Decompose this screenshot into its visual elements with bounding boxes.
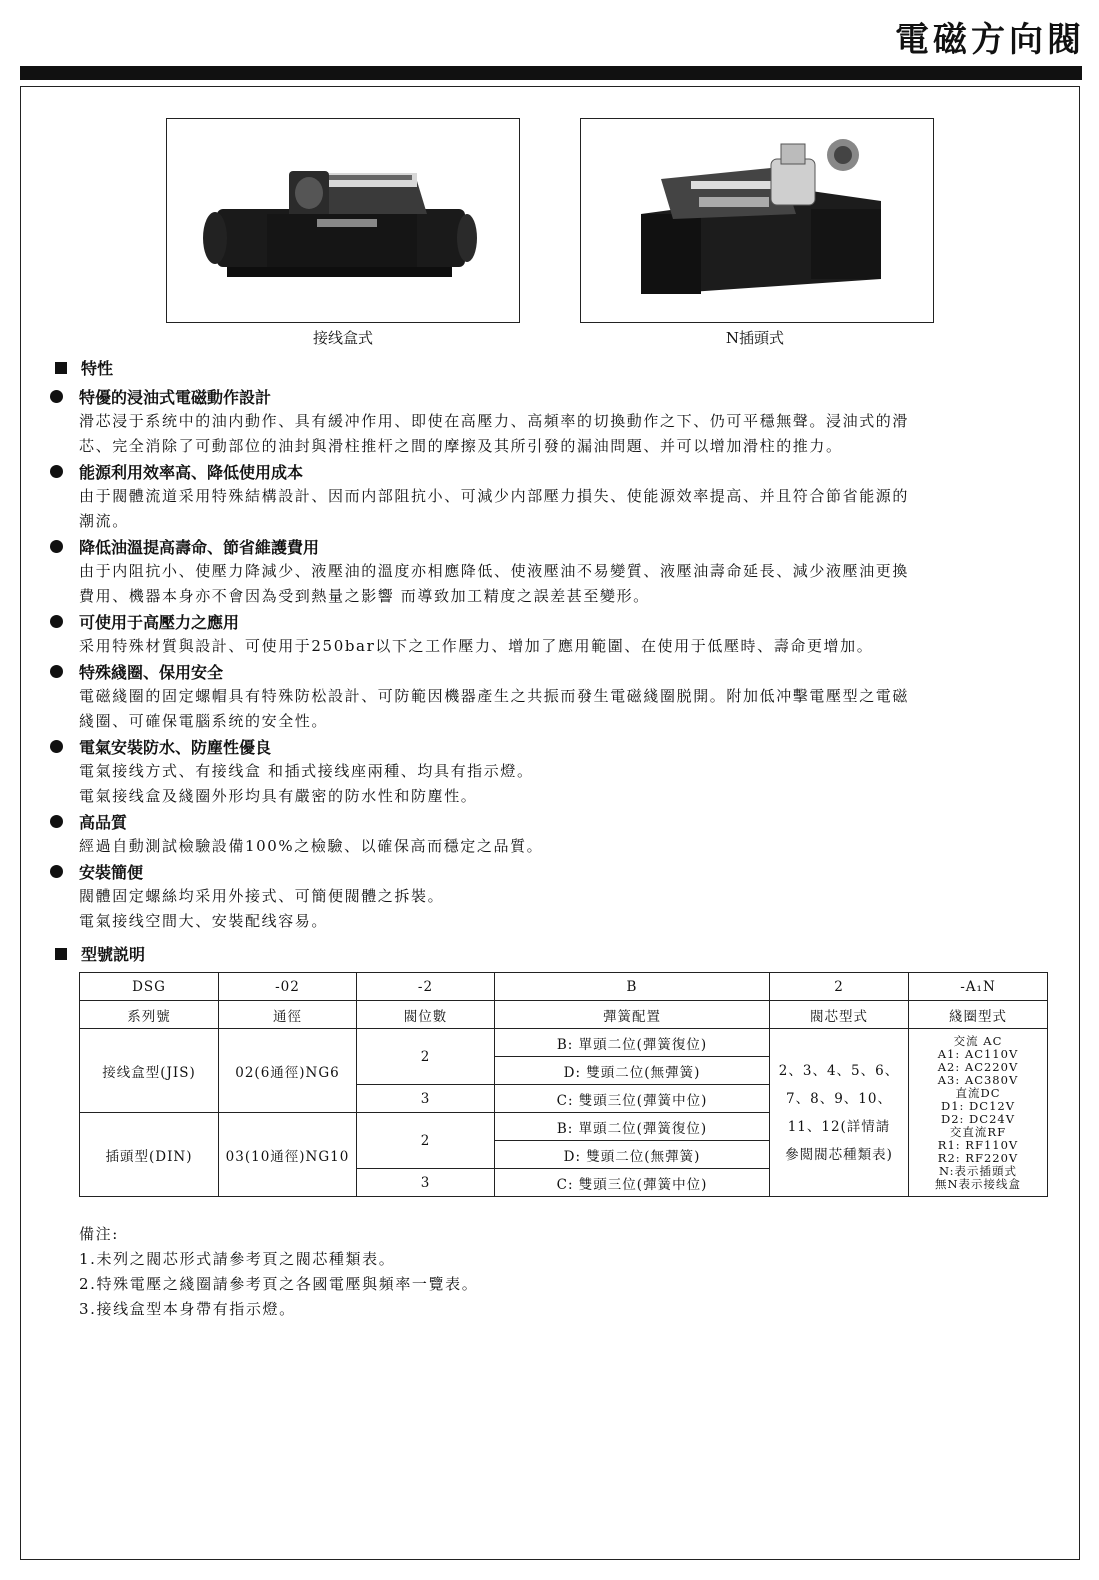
code-cell: -2 bbox=[357, 973, 495, 1001]
feature-text: 綫圈、可確保電腦系统的安全性。 bbox=[79, 712, 329, 730]
feature-item bbox=[48, 659, 1048, 734]
feature-item bbox=[48, 859, 1048, 934]
position-cell: 3 bbox=[357, 1085, 495, 1113]
spool-cell: 2、3、4、5、6、 7、8、9、10、 11、12(詳情請 參閲閥芯種類表) bbox=[770, 1029, 909, 1197]
page-title: 電磁方向閥 bbox=[895, 20, 1085, 60]
note-item: 2.特殊電壓之綫圈請參考頁之各國電壓與頻率一覽表。 bbox=[79, 1275, 479, 1293]
feature-item bbox=[48, 534, 1048, 609]
feature-item bbox=[48, 609, 1048, 659]
feature-item bbox=[48, 809, 1048, 859]
feature-title: 能源利用效率高、降低使用成本 bbox=[79, 463, 304, 482]
code-row bbox=[80, 973, 1048, 1001]
position-cell: 2 bbox=[357, 1029, 495, 1085]
feature-text: 潮流。 bbox=[79, 512, 129, 530]
feature-text: 滑芯浸于系统中的油内動作、具有緩冲作用、即使在高壓力、高頻率的切換動作之下、仍可平穩無聲。浸油式的滑 bbox=[79, 412, 910, 430]
feature-title: 電氣安裝防水、防塵性優良 bbox=[79, 738, 272, 757]
bullet-dot-icon bbox=[50, 665, 63, 678]
header-cell: 閥位數 bbox=[357, 1001, 495, 1029]
spring-cell: B: 單頭二位(彈簧復位) bbox=[495, 1029, 770, 1057]
feature-title: 降低油溫提高壽命、節省維護費用 bbox=[79, 538, 320, 557]
model-heading: 型號説明 bbox=[55, 942, 145, 965]
model-table bbox=[79, 972, 1048, 1197]
valve-din-plug-photo bbox=[581, 119, 933, 322]
position-cell: 2 bbox=[357, 1113, 495, 1169]
notes bbox=[79, 1222, 478, 1322]
header-cell: 閥芯型式 bbox=[770, 1001, 909, 1029]
bullet-dot-icon bbox=[50, 740, 63, 753]
valve-junction-box-photo bbox=[167, 119, 519, 322]
bullet-dot-icon bbox=[50, 465, 63, 478]
note-item: 1.未列之閥芯形式請參考頁之閥芯種類表。 bbox=[79, 1250, 396, 1268]
code-cell: B bbox=[495, 973, 770, 1001]
spring-cell: C: 雙頭三位(彈簧中位) bbox=[495, 1085, 770, 1113]
photo-din-plug bbox=[580, 118, 934, 323]
notes-heading: 備注: bbox=[79, 1225, 119, 1243]
header-cell: 彈簧配置 bbox=[495, 1001, 770, 1029]
note-item: 3.接线盒型本身帶有指示燈。 bbox=[79, 1300, 296, 1318]
bullet-dot-icon bbox=[50, 865, 63, 878]
feature-text: 采用特殊材質與設計、可使用于250bar以下之工作壓力、增加了應用範圍、在使用于低壓時、壽命更增加。 bbox=[79, 637, 874, 655]
feature-item bbox=[48, 384, 1048, 459]
bore-cell: 02(6通徑)NG6 bbox=[219, 1029, 357, 1113]
feature-text: 電磁綫圈的固定螺帽具有特殊防松設計、可防範因機器產生之共振而發生電磁綫圈脱開。附加低冲擊電壓型之電磁 bbox=[79, 687, 910, 705]
title-bar bbox=[20, 66, 1082, 80]
feature-text: 電氣接线方式、有接线盒 和插式接线座兩種、均具有指示燈。 bbox=[79, 762, 534, 780]
feature-item bbox=[48, 459, 1048, 534]
feature-text: 由于閥體流道采用特殊結構設計、因而内部阻抗小、可減少内部壓力損失、使能源效率提高、并且符合節省能源的 bbox=[79, 487, 910, 505]
series-cell: 接线盒型(JIS) bbox=[80, 1029, 219, 1113]
table-row bbox=[80, 1029, 1048, 1057]
code-cell: -A₁N bbox=[909, 973, 1048, 1001]
bore-cell: 03(10通徑)NG10 bbox=[219, 1113, 357, 1197]
features-heading: 特性 bbox=[55, 356, 113, 379]
code-cell: 2 bbox=[770, 973, 909, 1001]
feature-title: 高品質 bbox=[79, 813, 128, 832]
feature-title: 特優的浸油式電磁動作設計 bbox=[79, 388, 272, 407]
feature-text: 經過自動測試檢驗設備100%之檢驗、以確保高而穩定之品質。 bbox=[79, 837, 544, 855]
feature-text: 閥體固定螺絲均采用外接式、可簡便閥體之拆裝。 bbox=[79, 887, 445, 905]
bullet-dot-icon bbox=[50, 390, 63, 403]
header-cell: 綫圈型式 bbox=[909, 1001, 1048, 1029]
spring-cell: D: 雙頭二位(無彈簧) bbox=[495, 1057, 770, 1085]
photo-caption-junction-box: 接线盒式 bbox=[312, 329, 373, 347]
spring-cell: D: 雙頭二位(無彈簧) bbox=[495, 1141, 770, 1169]
feature-title: 安裝簡便 bbox=[79, 863, 144, 882]
feature-text: 芯、完全消除了可動部位的油封與滑柱推杆之間的摩擦及其所引發的漏油問題、并可以增加滑柱的推力。 bbox=[79, 437, 843, 455]
position-cell: 3 bbox=[357, 1169, 495, 1197]
spring-cell: B: 單頭二位(彈簧復位) bbox=[495, 1113, 770, 1141]
bullet-dot-icon bbox=[50, 615, 63, 628]
feature-text: 由于内阻抗小、使壓力降減少、液壓油的溫度亦相應降低、使液壓油不易變質、液壓油壽命延長、減少液壓油更換 bbox=[79, 562, 910, 580]
features-list bbox=[48, 384, 1048, 934]
feature-title: 可使用于高壓力之應用 bbox=[79, 613, 240, 632]
photo-junction-box bbox=[166, 118, 520, 323]
header-cell: 系列號 bbox=[80, 1001, 219, 1029]
bullet-dot-icon bbox=[50, 540, 63, 553]
spring-cell: C: 雙頭三位(彈簧中位) bbox=[495, 1169, 770, 1197]
feature-title: 特殊綫圈、保用安全 bbox=[79, 663, 224, 682]
feature-text: 費用、機器本身亦不會因為受到熱量之影響 而導致加工精度之誤差甚至變形。 bbox=[79, 587, 650, 605]
photo-caption-din-plug: N插頭式 bbox=[725, 329, 785, 347]
feature-text: 電氣接线空間大、安裝配线容易。 bbox=[79, 912, 329, 930]
feature-text: 電氣接线盒及綫圈外形均具有嚴密的防水性和防塵性。 bbox=[79, 787, 478, 805]
bullet-dot-icon bbox=[50, 815, 63, 828]
coil-cell: 交流 AC A1: AC110V A2: AC220V A3: AC380V 直流DC D1: DC12V D2: DC24V 交直流RF R1: RF110V R2: RF220V N:表示插頭式 無N表示接线盒 bbox=[909, 1029, 1048, 1197]
feature-item bbox=[48, 734, 1048, 809]
header-row bbox=[80, 1001, 1048, 1029]
header-cell: 通徑 bbox=[219, 1001, 357, 1029]
code-cell: -02 bbox=[219, 973, 357, 1001]
square-bullet-icon bbox=[55, 362, 67, 374]
code-cell: DSG bbox=[80, 973, 219, 1001]
series-cell: 插頭型(DIN) bbox=[80, 1113, 219, 1197]
square-bullet-icon bbox=[55, 948, 67, 960]
